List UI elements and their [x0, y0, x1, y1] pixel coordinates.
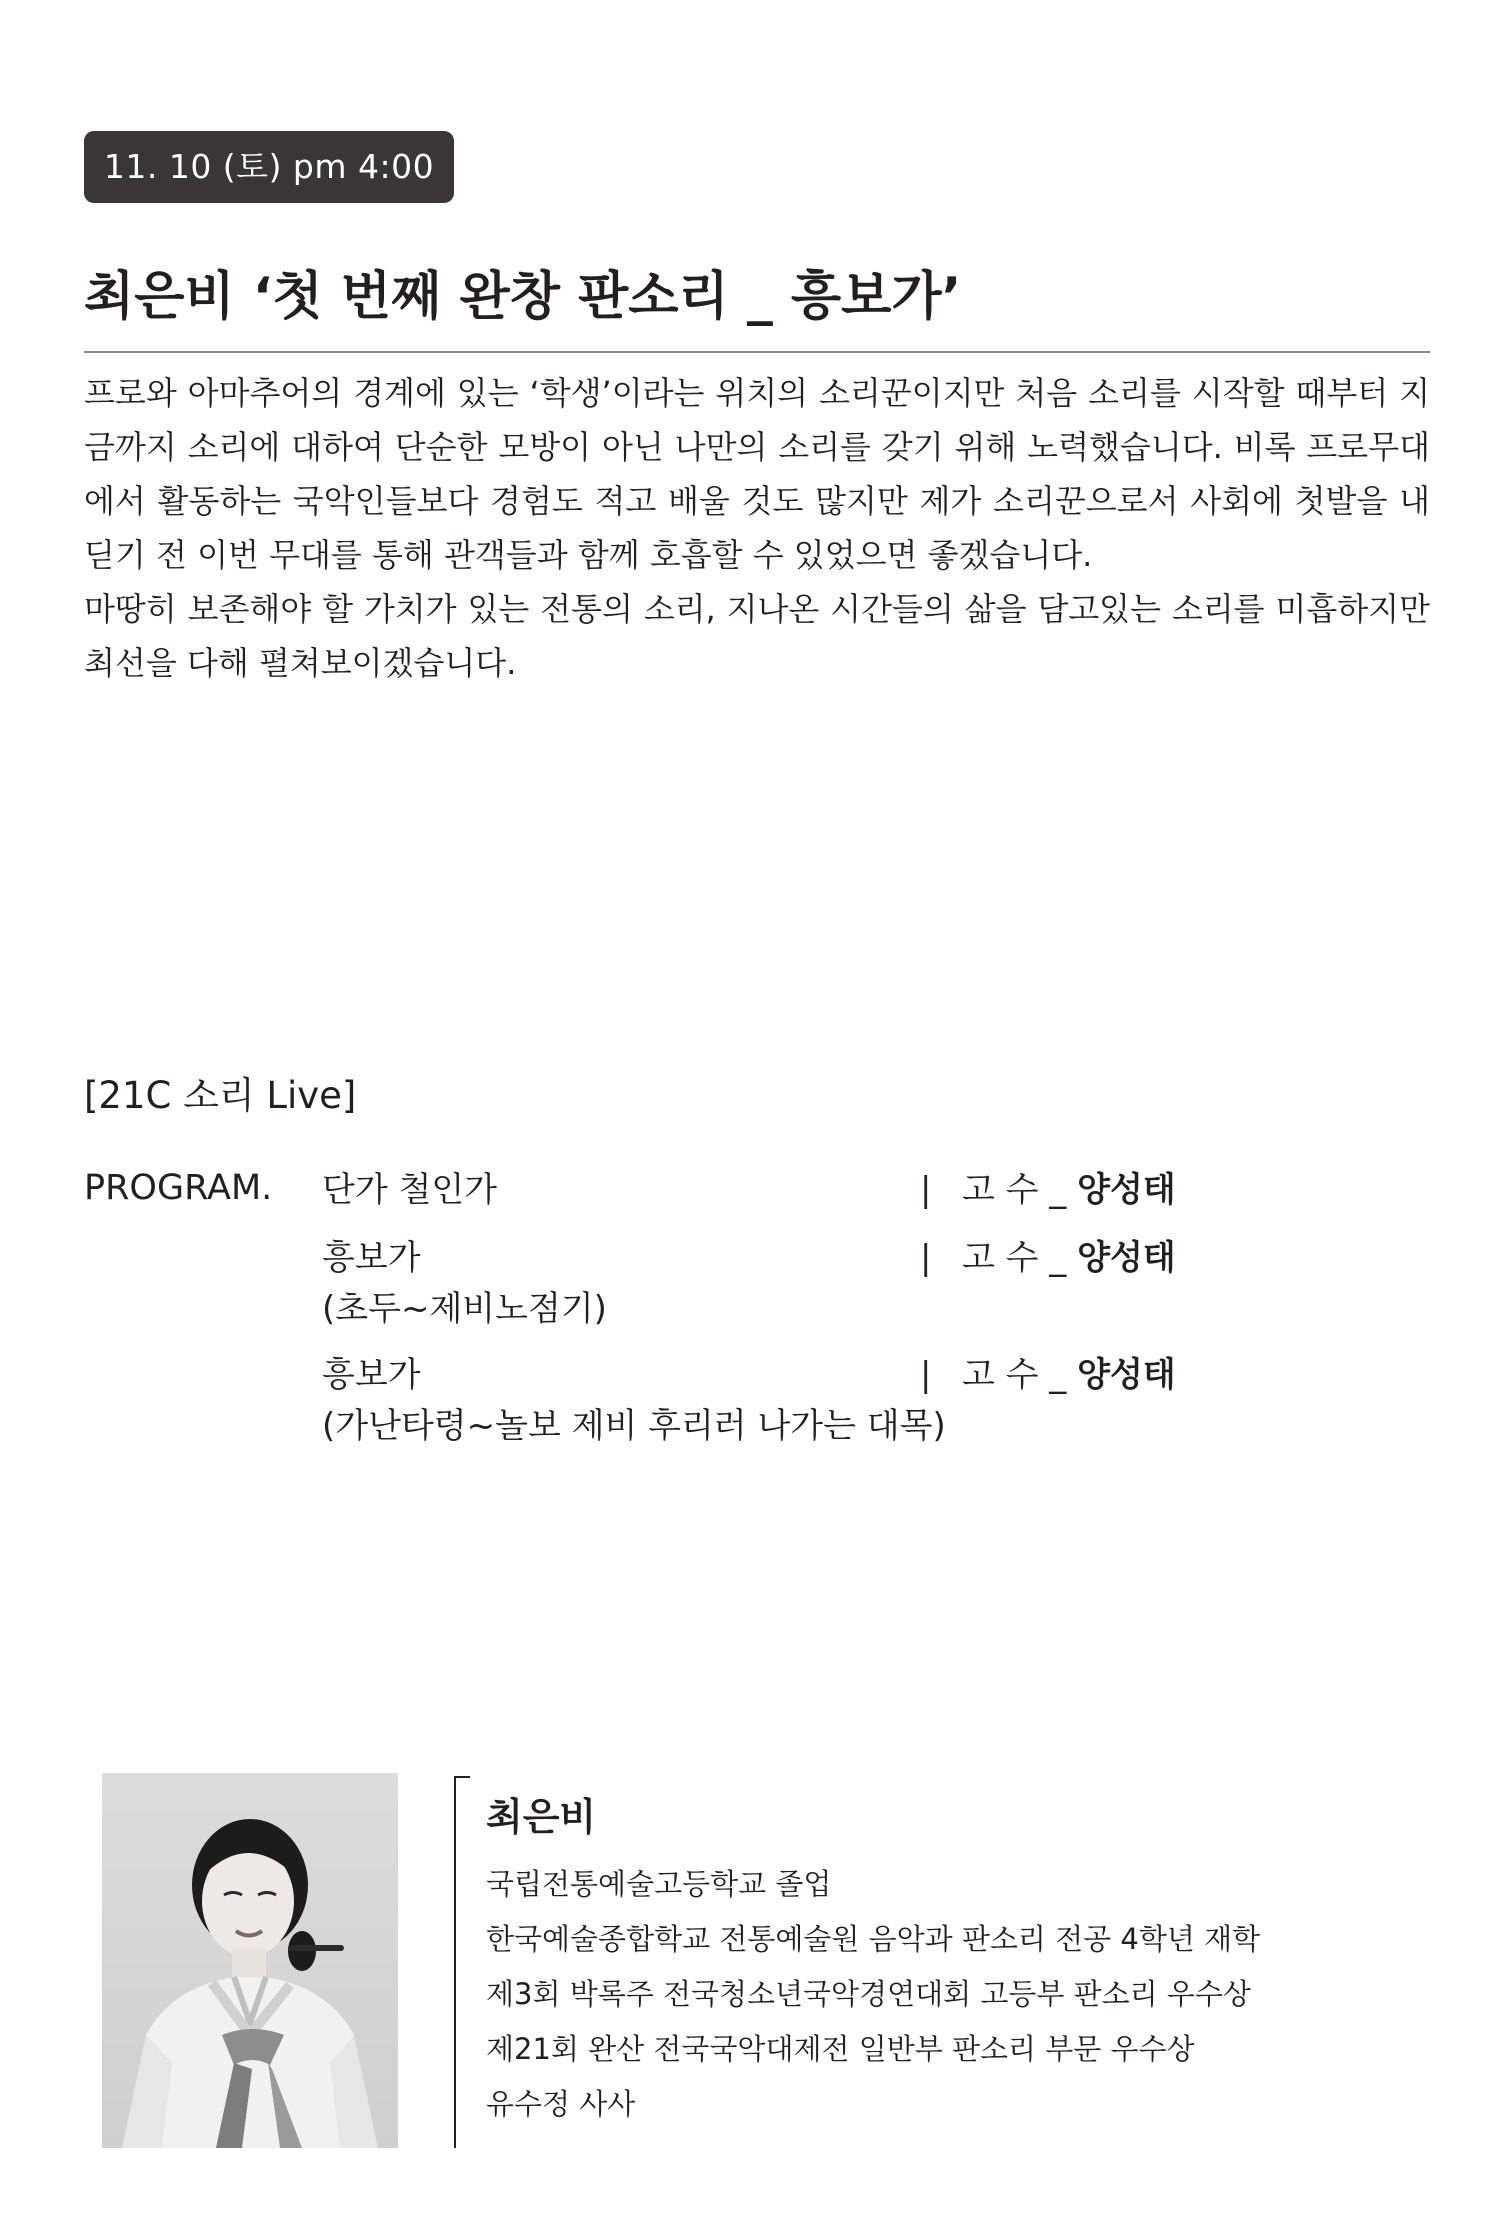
program-separator: |	[920, 1355, 932, 1395]
intro-text	[84, 366, 1430, 690]
program-item	[322, 1350, 1422, 1452]
program-piece-detail: (초두~제비노점기)	[322, 1289, 607, 1329]
bio-item: 국립전통예술고등학교 졸업	[486, 1867, 832, 1901]
program-piece-detail: (가난타령~놀보 제비 후리러 나가는 대목)	[322, 1406, 946, 1446]
program-drummer	[920, 1165, 1176, 1216]
program-piece: 단가 철인가	[322, 1170, 498, 1210]
program-item	[322, 1165, 1422, 1216]
program-performer: 양성태	[1077, 1355, 1176, 1395]
performer-name: 최은비	[486, 1795, 597, 1839]
bio-item: 유수정 사사	[486, 2087, 636, 2121]
intro-paragraph: 마땅히 보존해야 할 가치가 있는 전통의 소리, 지나온 시간들의 삶을 담고있는 소리를 미흡하지만 최선을 다해 펼쳐보이겠습니다.	[84, 590, 1430, 682]
profile-bracket	[454, 1776, 470, 2148]
program-piece: 흥보가	[322, 1238, 421, 1278]
series-label: [21C 소리 Live]	[84, 1074, 357, 1117]
program-piece: 흥보가	[322, 1355, 421, 1395]
program-separator: |	[920, 1238, 932, 1278]
program-item	[322, 1233, 1422, 1335]
program-role: 고 수 _	[962, 1238, 1067, 1278]
performer-photo	[102, 1773, 398, 2148]
bio-item: 한국예술종합학교 전통예술원 음악과 판소리 전공 4학년 재학	[486, 1922, 1261, 1956]
bio-item: 제21회 완산 전국국악대제전 일반부 판소리 부문 우수상	[486, 2032, 1195, 2066]
date-badge: 11. 10 (토) pm 4:00	[84, 131, 454, 203]
bio-item: 제3회 박록주 전국청소년국악경연대회 고등부 판소리 우수상	[486, 1977, 1251, 2011]
title-divider	[84, 351, 1430, 353]
performer-bio	[486, 1857, 1260, 2132]
program-role: 고 수 _	[962, 1355, 1067, 1395]
intro-paragraph: 프로와 아마추어의 경계에 있는 ‘학생’이라는 위치의 소리꾼이지만 처음 소리를 시작할 때부터 지금까지 소리에 대하여 단순한 모방이 아닌 나만의 소리를 갖기 위해 노력했습니다. 비록 프로무대에서 활동하는 국악인들보다 경험도 적고 배울 것도 많지만 제가 소리꾼으로서 사회에 첫발을 내딛기 전 이번 무대를 통해 관객들과 함께 호흡할 수 있었으면 좋겠습니다.	[84, 374, 1430, 574]
program-drummer	[920, 1350, 1176, 1401]
program-separator: |	[920, 1170, 932, 1210]
program-role: 고 수 _	[962, 1170, 1067, 1210]
program-drummer	[920, 1233, 1176, 1284]
program-performer: 양성태	[1077, 1170, 1176, 1210]
program-performer: 양성태	[1077, 1238, 1176, 1278]
program-label: PROGRAM.	[84, 1168, 273, 1208]
performer-portrait-image	[102, 1773, 398, 2148]
event-title: 최은비 ‘첫 번째 완창 판소리 _ 흥보가’	[84, 267, 962, 327]
